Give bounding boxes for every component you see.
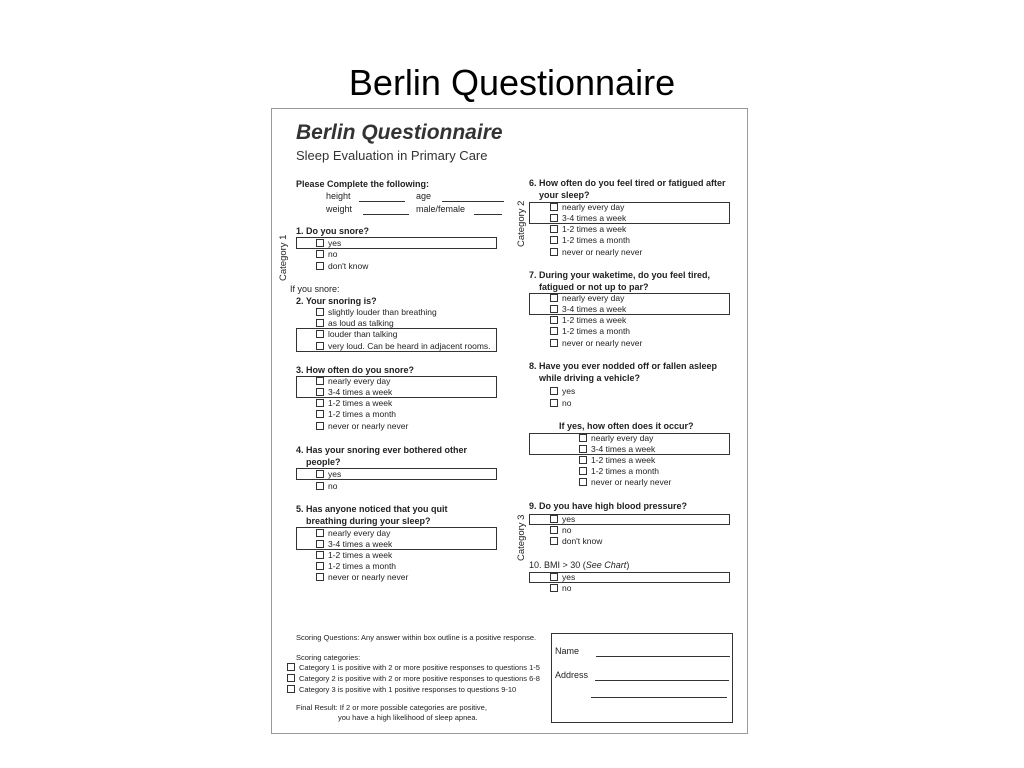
checkbox-icon (579, 434, 587, 442)
checkbox-icon (550, 203, 558, 211)
q1-text: 1. Do you snore? (296, 226, 370, 236)
scoring-category-2: Category 2 is positive with 2 or more positive responses to questions 6-8 (287, 673, 540, 684)
checkbox-icon (550, 399, 558, 407)
age-field[interactable] (416, 191, 504, 202)
checkbox-icon (579, 467, 587, 475)
checkbox-icon (550, 573, 558, 581)
scoring-categories-label: Scoring categories: (296, 653, 361, 662)
checkbox-icon (316, 422, 324, 430)
q2-text: 2. Your snoring is? (296, 296, 377, 306)
name-address-box (551, 633, 733, 723)
q9-option-dont-know[interactable]: don't know (550, 536, 602, 547)
checkbox-icon (287, 685, 295, 693)
q5-text: 5. Has anyone noticed that you quit breathing during your sleep? (296, 504, 448, 526)
q7-option-3[interactable]: 1-2 times a week (550, 315, 626, 326)
checkbox-icon (316, 470, 324, 478)
checkbox-icon (550, 214, 558, 222)
document-title: Berlin Questionnaire (296, 121, 503, 144)
checkbox-icon (550, 327, 558, 335)
q6-option-2[interactable]: 3-4 times a week (550, 213, 626, 224)
q8b-option-2[interactable]: 3-4 times a week (579, 444, 655, 455)
q9-option-no[interactable]: no (550, 525, 571, 536)
scoring-category-1: Category 1 is positive with 2 or more positive responses to questions 1-5 (287, 662, 540, 673)
checkbox-icon (550, 339, 558, 347)
q6-option-3[interactable]: 1-2 times a week (550, 224, 626, 235)
checkbox-icon (316, 239, 324, 247)
q6-option-1[interactable]: nearly every day (550, 202, 624, 213)
q3-option-5[interactable]: never or nearly never (316, 421, 408, 432)
checkbox-icon (316, 399, 324, 407)
final-result-line-1: Final Result: If 2 or more possible categories are positive, (296, 703, 487, 712)
q4-option-no[interactable]: no (316, 481, 337, 492)
q5-option-5[interactable]: never or nearly never (316, 572, 408, 583)
checkbox-icon (550, 526, 558, 534)
q4-option-yes[interactable]: yes (316, 469, 341, 480)
checkbox-icon (550, 584, 558, 592)
q5-option-2[interactable]: 3-4 times a week (316, 539, 392, 550)
checkbox-icon (287, 674, 295, 682)
category-1-label: Category 1 (278, 234, 289, 281)
checkbox-icon (316, 529, 324, 537)
checkbox-icon (316, 562, 324, 570)
q8-option-no[interactable]: no (550, 398, 571, 409)
q10-option-no[interactable]: no (550, 583, 571, 594)
checkbox-icon (579, 456, 587, 464)
q10-option-yes[interactable]: yes (550, 572, 575, 583)
q7-option-1[interactable]: nearly every day (550, 293, 624, 304)
checkbox-icon (579, 478, 587, 486)
height-label: height (326, 191, 351, 201)
intro-text: Please Complete the following: (296, 179, 430, 189)
q1-option-no[interactable]: no (316, 249, 337, 260)
address-line-2[interactable] (591, 697, 727, 698)
q3-option-4[interactable]: 1-2 times a month (316, 409, 396, 420)
checkbox-icon (287, 663, 295, 671)
name-field[interactable] (555, 646, 730, 657)
checkbox-icon (316, 540, 324, 548)
q8b-option-5[interactable]: never or nearly never (579, 477, 671, 488)
q2-option-3[interactable]: louder than talking (316, 329, 397, 340)
checkbox-icon (316, 319, 324, 327)
checkbox-icon (550, 248, 558, 256)
q3-text: 3. How often do you snore? (296, 365, 415, 375)
q6-option-5[interactable]: never or nearly never (550, 247, 642, 258)
address-field[interactable] (555, 670, 729, 681)
q3-option-3[interactable]: 1-2 times a week (316, 398, 392, 409)
age-label: age (416, 191, 432, 201)
weight-field[interactable] (326, 204, 409, 215)
checkbox-icon (550, 305, 558, 313)
checkbox-icon (316, 330, 324, 338)
q5-option-4[interactable]: 1-2 times a month (316, 561, 396, 572)
q3-option-2[interactable]: 3-4 times a week (316, 387, 392, 398)
checkbox-icon (316, 308, 324, 316)
checkbox-icon (550, 294, 558, 302)
address-label: Address (555, 670, 589, 680)
name-label: Name (555, 646, 580, 656)
checkbox-icon (316, 388, 324, 396)
checkbox-icon (550, 225, 558, 233)
sex-label: male/female (416, 204, 466, 214)
checkbox-icon (550, 236, 558, 244)
checkbox-icon (316, 410, 324, 418)
q2-option-2[interactable]: as loud as talking (316, 318, 394, 329)
q8b-option-1[interactable]: nearly every day (579, 433, 653, 444)
q6-text: 6. How often do you feel tired or fatigued after your sleep? (529, 178, 726, 200)
checkbox-icon (316, 551, 324, 559)
checkbox-icon (316, 342, 324, 350)
height-field[interactable] (326, 191, 405, 202)
weight-label: weight (326, 204, 353, 214)
checkbox-icon (550, 387, 558, 395)
q8b-option-4[interactable]: 1-2 times a month (579, 466, 659, 477)
checkbox-icon (316, 250, 324, 258)
q8-text: 8. Have you ever nodded off or fallen asleep while driving a vehicle? (529, 361, 718, 383)
q7-option-5[interactable]: never or nearly never (550, 338, 642, 349)
q9-text: 9. Do you have high blood pressure? (529, 501, 688, 511)
sex-field[interactable] (416, 204, 502, 215)
q5-option-1[interactable]: nearly every day (316, 528, 390, 539)
scoring-questions-text: Scoring Questions: Any answer within box outline is a positive response. (296, 633, 537, 642)
if-snore-text: If you snore: (290, 284, 340, 294)
q2-option-4[interactable]: very loud. Can be heard in adjacent rooms. (316, 341, 491, 352)
q4-text: 4. Has your snoring ever bothered other people? (296, 445, 468, 467)
checkbox-icon (550, 316, 558, 324)
q1-option-yes[interactable]: yes (316, 238, 341, 249)
checkbox-icon (550, 537, 558, 545)
q5-option-3[interactable]: 1-2 times a week (316, 550, 392, 561)
q8b-text: If yes, how often does it occur? (559, 421, 694, 431)
q7-option-2[interactable]: 3-4 times a week (550, 304, 626, 315)
checkbox-icon (316, 262, 324, 270)
q6-option-4[interactable]: 1-2 times a month (550, 235, 630, 246)
questionnaire-document (271, 108, 748, 734)
q7-text: 7. During your waketime, do you feel tired, fatigued or not up to par? (529, 270, 711, 292)
checkbox-icon (316, 377, 324, 385)
document-subtitle: Sleep Evaluation in Primary Care (296, 148, 488, 163)
checkbox-icon (579, 445, 587, 453)
q7-option-4[interactable]: 1-2 times a month (550, 326, 630, 337)
scoring-category-3: Category 3 is positive with 1 positive responses to questions 9-10 (287, 684, 516, 695)
q9-option-yes[interactable]: yes (550, 514, 575, 525)
category-3-label: Category 3 (516, 514, 527, 561)
slide-title: Berlin Questionnaire (348, 62, 676, 103)
final-result-line-2: you have a high likelihood of sleep apnea. (338, 713, 478, 722)
category-2-label: Category 2 (516, 200, 527, 247)
checkbox-icon (550, 515, 558, 523)
checkbox-icon (316, 482, 324, 490)
checkbox-icon (316, 573, 324, 581)
q1-option-dont-know[interactable]: don't know (316, 261, 368, 272)
q2-option-1[interactable]: slightly louder than breathing (316, 307, 437, 318)
q3-option-1[interactable]: nearly every day (316, 376, 390, 387)
q8b-option-3[interactable]: 1-2 times a week (579, 455, 655, 466)
q8-option-yes[interactable]: yes (550, 386, 575, 397)
q10-text: 10. BMI > 30 (See Chart) (529, 560, 630, 570)
